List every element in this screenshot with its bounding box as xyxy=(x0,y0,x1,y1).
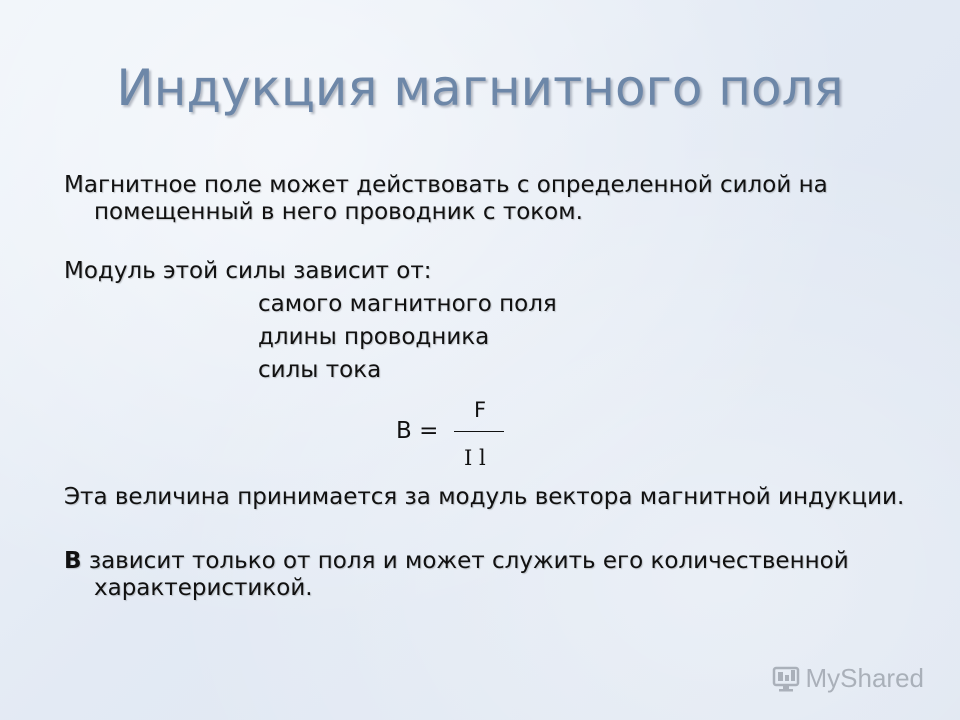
paragraph-characteristic-line-1: зависит только от поля и может служить его количественной xyxy=(81,548,849,574)
paragraph-definition xyxy=(64,172,894,226)
paragraph-definition-line-1: Магнитное поле может действовать с определенной силой на xyxy=(64,172,828,198)
paragraph-definition-line-2: помещенный в него проводник с током. xyxy=(94,199,583,225)
monitor-icon xyxy=(772,665,802,693)
factor-item: длины проводника xyxy=(258,324,490,350)
formula-lhs: B = xyxy=(396,418,439,444)
formula xyxy=(396,398,536,478)
watermark xyxy=(772,663,925,694)
fraction-bar xyxy=(454,431,504,432)
factor-item: самого магнитного поля xyxy=(258,291,557,317)
factor-item: силы тока xyxy=(258,357,382,383)
paragraph-depends-on: Модуль этой силы зависит от: xyxy=(64,258,432,284)
paragraph-characteristic-symbol: B xyxy=(64,548,82,574)
paragraph-vector-modulus: Эта величина принимается за модуль вектора магнитной индукции. xyxy=(64,484,905,510)
formula-denominator: I l xyxy=(464,446,486,470)
slide-title: Индукция магнитного поля xyxy=(116,59,844,117)
paragraph-characteristic xyxy=(64,548,904,602)
watermark-text: MyShared xyxy=(805,663,924,693)
paragraph-characteristic-line-2: характеристикой. xyxy=(94,575,313,601)
formula-numerator: F xyxy=(474,398,487,422)
